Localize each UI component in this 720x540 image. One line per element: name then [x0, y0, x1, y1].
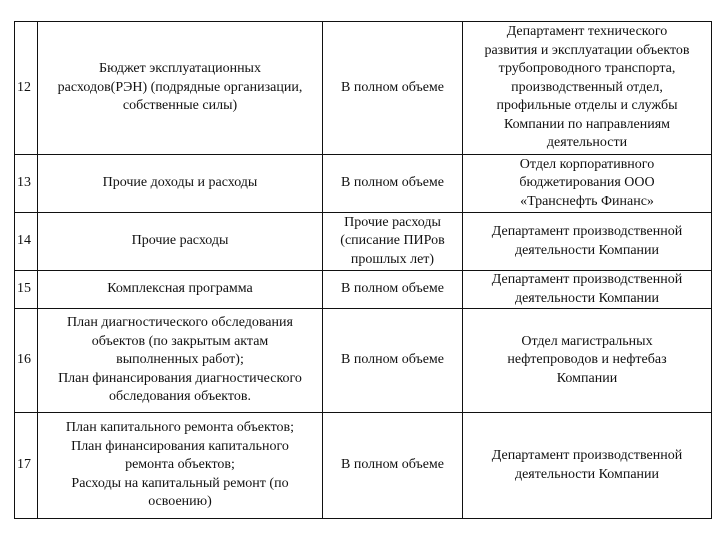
budget-item-cell-line: объектов (по закрытым актам	[91, 333, 269, 349]
row-number: 17	[15, 413, 38, 519]
budget-item-cell	[38, 213, 323, 271]
budget-item-cell	[38, 309, 323, 413]
responsible-cell-line: развития и эксплуатации объектов	[484, 42, 690, 58]
responsible-cell-line: деятельности	[546, 135, 628, 151]
responsible-cell-line: «Транснефть Финанс»	[520, 193, 654, 209]
budget-item-cell-line: План финансирования капитального	[71, 438, 289, 454]
responsible-cell-line: бюджетирования ООО	[519, 175, 655, 191]
responsible-cell-line: деятельности Компании	[514, 242, 660, 258]
responsible-cell-line: Департамент производственной	[491, 272, 683, 287]
table-row	[15, 22, 712, 155]
responsible-cell-line: Компании	[556, 370, 618, 386]
responsible-cell	[463, 155, 712, 213]
responsible-cell-line: производственный отдел,	[511, 79, 663, 95]
responsible-cell	[463, 213, 712, 271]
scope-cell-line: В полном объеме	[340, 352, 445, 368]
budget-item-cell	[38, 22, 323, 155]
responsible-cell-line: нефтепроводов и нефтебаз	[507, 352, 667, 368]
responsible-cell	[463, 309, 712, 413]
budget-item-cell-line: Прочие расходы	[131, 233, 229, 249]
scope-cell	[323, 271, 463, 309]
budget-item-cell-line: План диагностического обследования	[67, 315, 293, 331]
table-row	[15, 413, 712, 519]
row-number: 14	[15, 213, 38, 271]
scope-cell-line: В полном объеме	[340, 457, 445, 473]
table-row	[15, 155, 712, 213]
table-row	[15, 213, 712, 271]
row-number: 16	[15, 309, 38, 413]
scope-cell	[323, 155, 463, 213]
scope-cell	[323, 309, 463, 413]
responsible-cell	[463, 271, 712, 309]
responsible-cell-line: деятельности Компании	[514, 466, 660, 482]
row-number: 12	[15, 22, 38, 155]
budget-item-cell-line: Комплексная программа	[107, 281, 253, 297]
responsible-cell-line: Отдел корпоративного	[519, 156, 655, 172]
scope-cell-line: В полном объеме	[340, 175, 445, 191]
budget-item-cell-line: обследования объектов.	[109, 389, 251, 405]
budget-item-cell-line: План финансирования диагностического	[58, 370, 302, 386]
budget-item-cell-line: выполненных работ);	[116, 352, 244, 368]
budget-item-cell-line: План капитального ремонта объектов;	[65, 420, 295, 436]
scope-cell-line: (списание ПИРов	[340, 233, 445, 249]
budget-item-cell	[38, 155, 323, 213]
budget-item-cell-line: Расходы на капитальный ремонт (по	[71, 475, 289, 491]
scope-cell	[323, 213, 463, 271]
table-row	[15, 309, 712, 413]
responsible-cell-line: трубопроводного транспорта,	[498, 61, 676, 77]
responsible-cell-line: Департамент технического	[506, 24, 668, 40]
responsible-cell-line: профильные отделы и службы	[496, 98, 678, 114]
scope-cell-line: В полном объеме	[340, 79, 445, 95]
scope-cell	[323, 22, 463, 155]
budget-item-cell-line: ремонта объектов;	[125, 457, 235, 473]
responsible-cell-line: Департамент производственной	[491, 224, 683, 239]
responsible-cell-line: деятельности Компании	[514, 290, 660, 306]
row-number: 13	[15, 155, 38, 213]
responsible-cell	[463, 413, 712, 519]
scope-cell-line: прошлых лет)	[350, 251, 435, 267]
responsible-cell-line: Отдел магистральных	[521, 333, 653, 349]
budget-item-cell-line: освоению)	[148, 494, 212, 510]
row-number: 15	[15, 271, 38, 309]
responsible-cell-line: Компании по направлениям	[503, 116, 671, 132]
responsible-cell	[463, 22, 712, 155]
budget-item-cell-line: Прочие доходы и расходы	[102, 175, 258, 191]
budget-item-cell-line: собственные силы)	[122, 98, 238, 114]
budget-item-cell-line: Бюджет эксплуатационных	[99, 61, 261, 77]
budget-responsibility-table	[14, 21, 712, 519]
responsible-cell-line: Департамент производственной	[491, 448, 683, 463]
scope-cell-line: В полном объеме	[340, 281, 445, 297]
budget-item-cell	[38, 413, 323, 519]
scope-cell-line: Прочие расходы	[344, 214, 441, 230]
budget-item-cell	[38, 271, 323, 309]
table-row	[15, 271, 712, 309]
budget-item-cell-line: расходов(РЭН) (подрядные организации,	[57, 79, 303, 95]
scope-cell	[323, 413, 463, 519]
